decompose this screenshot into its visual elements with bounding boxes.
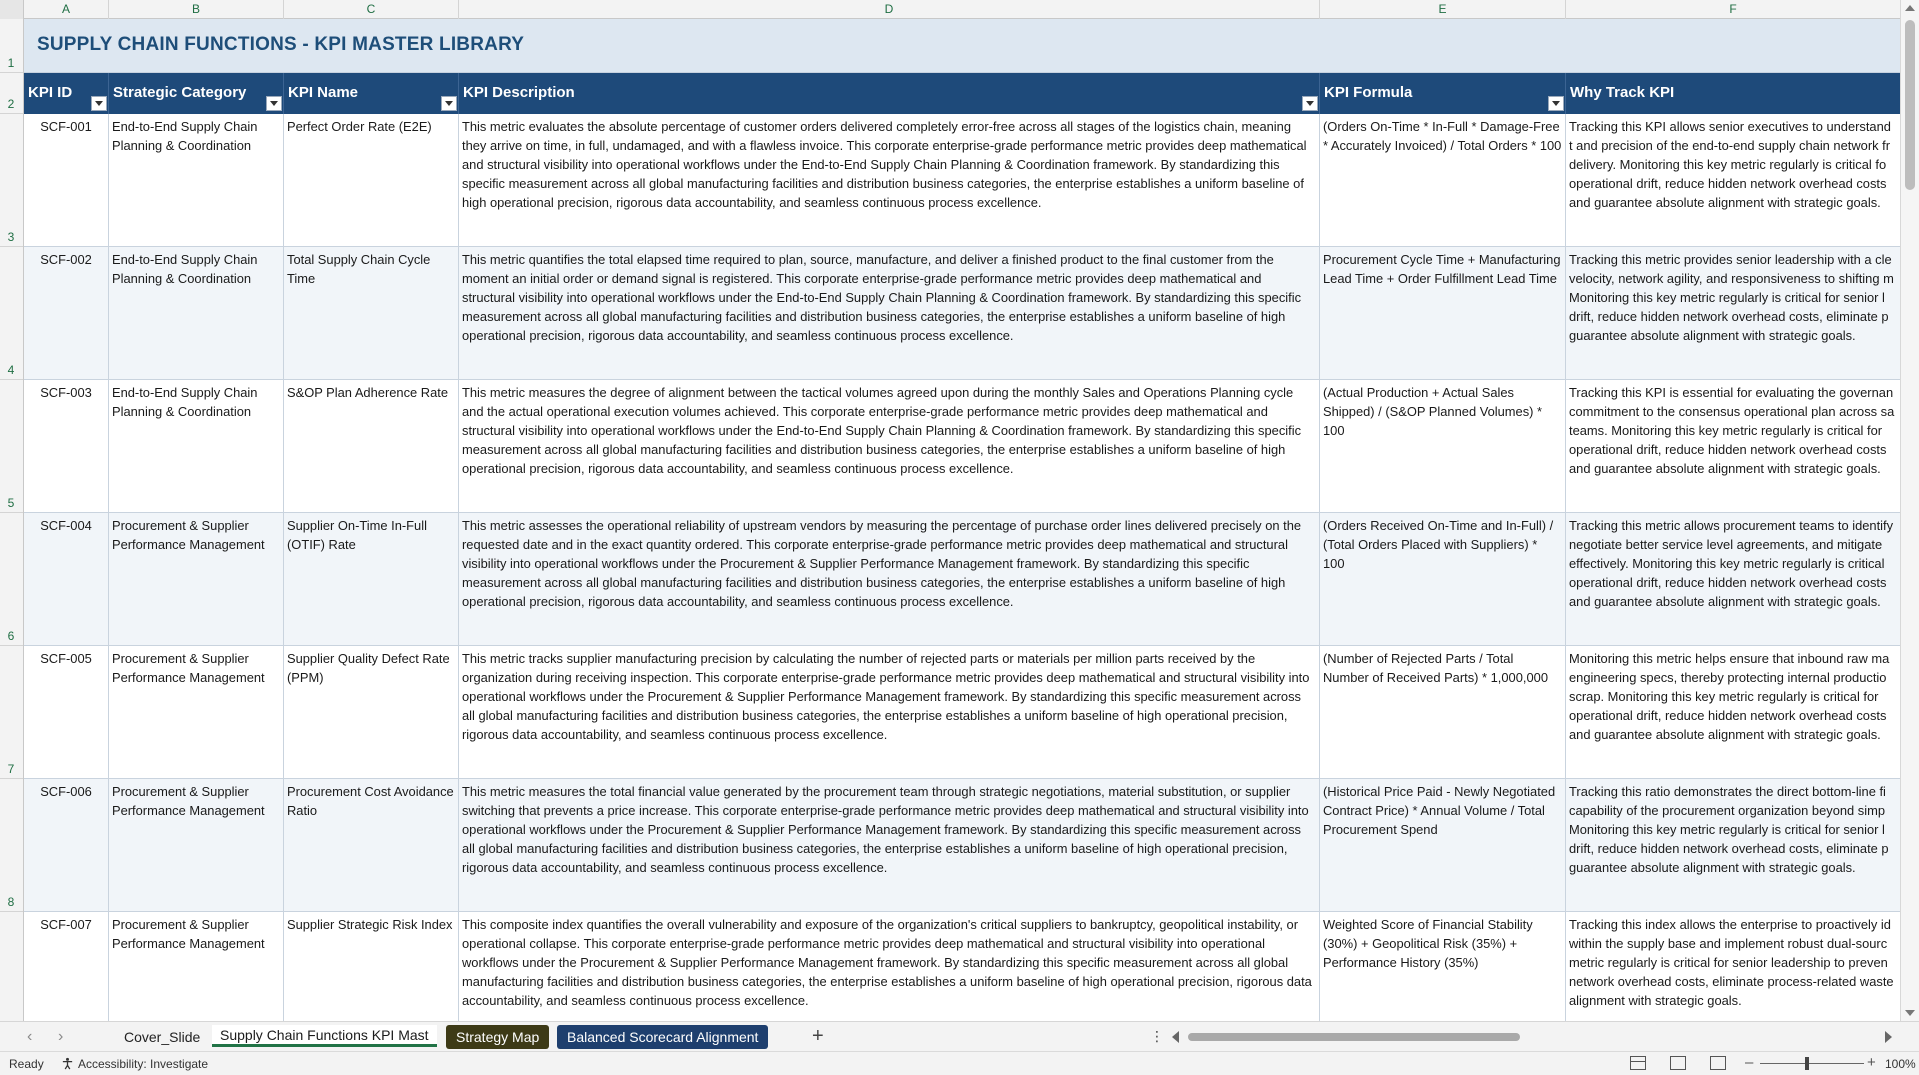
header-kpi-description[interactable] [459, 73, 1320, 114]
header-kpi-formula[interactable] [1320, 73, 1566, 114]
status-ready: Ready [9, 1057, 44, 1071]
row-number: 6 [7, 629, 15, 643]
zoom-slider[interactable] [1760, 1063, 1864, 1064]
row-number: 7 [7, 762, 15, 776]
category-cell[interactable]: Procurement & Supplier Performance Management [109, 646, 284, 779]
add-sheet-button[interactable]: + [812, 1025, 824, 1047]
table-row [24, 247, 1900, 380]
why-track-cell[interactable]: Tracking this metric provides senior leadership with a cle velocity, network agility, and responsiveness to shifting m Monitoring this key metric regularly is critical for senior l drift, reduce hidden network overhead costs, eliminate p guarantee absolute alignment with strategic goals. [1569, 252, 1894, 343]
header-label: KPI Name [288, 84, 359, 101]
table-row [24, 513, 1900, 646]
row-header-3[interactable] [0, 114, 24, 247]
kpi-id-cell[interactable]: SCF-003 [24, 380, 109, 513]
why-track-cell[interactable]: Tracking this metric allows procurement teams to identify negotiate better service level agreements, and mitigate effectively. Monitoring this key metric regularly is critical operational drift, reduce hidden network overhead costs and guarantee absolute alignment with strategic goals. [1569, 518, 1894, 609]
filter-dropdown-icon[interactable] [441, 96, 457, 111]
why-track-cell[interactable]: Tracking this ratio demonstrates the direct bottom-line fi capability of the procurement organization beyond simp Monitoring this key metric regularly is critical for senior l drift, reduce hidden network overhead costs, eliminate p guarantee absolute alignment with strategic goals. [1569, 784, 1889, 875]
scroll-down-arrow-icon[interactable] [1905, 1010, 1915, 1016]
title-row[interactable] [24, 19, 1900, 73]
kpi-id-cell[interactable]: SCF-002 [24, 247, 109, 380]
sheet-title: SUPPLY CHAIN FUNCTIONS - KPI MASTER LIBRARY [37, 34, 525, 55]
page-layout-view-icon[interactable] [1670, 1056, 1686, 1070]
header-label: KPI Description [463, 84, 575, 101]
row-header-6[interactable] [0, 513, 24, 646]
category-cell[interactable]: Procurement & Supplier Performance Management [109, 513, 284, 646]
row-number: 1 [7, 56, 15, 70]
kpi-id-cell[interactable]: SCF-006 [24, 779, 109, 912]
row-header-1[interactable] [0, 19, 24, 73]
description-cell[interactable]: This metric assesses the operational reliability of upstream vendors by measuring the percentage of purchase order lines delivered precisely on the requested date and in the exact quantity ordered. This corporate enterprise-grade performance metric provides deep mathematical and structural visibility into operational workflows under the Procurement & Supplier Performance Management framework. By standardizing this specific measurement across all global manufacturing facilities and distribution business categories, the enterprise establishes a uniform baseline of high operational precision, rigorous data accountability, and seamless continuous process excellence. [459, 513, 1320, 646]
header-strategic-category[interactable] [109, 73, 284, 114]
formula-cell[interactable]: (Orders Received On-Time and In-Full) / (Total Orders Placed with Suppliers) * 100 [1320, 513, 1566, 646]
category-cell[interactable]: Procurement & Supplier Performance Management [109, 779, 284, 912]
category-cell[interactable]: Procurement & Supplier Performance Management [109, 912, 284, 1021]
scroll-up-arrow-icon[interactable] [1905, 5, 1915, 11]
kpi-name-cell[interactable]: Supplier On-Time In-Full (OTIF) Rate [284, 513, 459, 646]
header-label: KPI Formula [1324, 84, 1413, 101]
filter-dropdown-icon[interactable] [1302, 96, 1318, 111]
header-why-track-kpi[interactable] [1566, 73, 1900, 114]
category-cell[interactable]: End-to-End Supply Chain Planning & Coordination [109, 380, 284, 513]
worksheet-grid[interactable] [24, 19, 1900, 1021]
header-kpi-id[interactable] [24, 73, 109, 114]
column-header-e[interactable]: E [1320, 0, 1566, 19]
column-header-d[interactable]: D [459, 0, 1320, 19]
row-number: 8 [7, 895, 15, 909]
horizontal-scroll-thumb[interactable] [1188, 1033, 1520, 1041]
row-header-5[interactable] [0, 380, 24, 513]
description-cell[interactable]: This metric measures the total financial value generated by the procurement team through strategic negotiations, material substitution, or supplier switching that prevents a price increase. This corporate enterprise-grade performance metric provides deep mathematical and structural visibility into operational workflows under the Procurement & Supplier Performance Management framework. By standardizing this specific measurement across all global manufacturing facilities and distribution business categories, the enterprise establishes a uniform baseline of high operational precision, rigorous data accountability, and seamless continuous process excellence. [459, 779, 1320, 912]
accessibility-status[interactable] [61, 1057, 208, 1071]
vertical-scrollbar[interactable] [1900, 0, 1919, 1021]
description-cell[interactable]: This metric measures the degree of alignment between the tactical volumes agreed upon during the monthly Sales and Operations Planning cycle and the actual operational execution volumes achieved. This corporate enterprise-grade performance metric provides deep mathematical and structural visibility into operational workflows under the End-to-End Supply Chain Planning & Coordination framework. By standardizing this specific measurement across all global manufacturing facilities and distribution business categories, the enterprise establishes a uniform baseline of high operational precision, rigorous data accountability, and seamless continuous process excellence. [459, 380, 1320, 513]
row-number: 3 [7, 230, 15, 244]
category-cell[interactable]: End-to-End Supply Chain Planning & Coordination [109, 247, 284, 380]
column-header-f[interactable]: F [1729, 2, 1737, 16]
filter-dropdown-icon[interactable] [91, 96, 107, 111]
formula-cell[interactable]: Weighted Score of Financial Stability (30%) + Geopolitical Risk (35%) + Performance History (35%) [1320, 912, 1566, 1021]
table-row [24, 114, 1900, 247]
status-bar [0, 1051, 1919, 1075]
filter-dropdown-icon[interactable] [1548, 96, 1564, 111]
table-row [24, 646, 1900, 779]
row-header-2[interactable] [0, 73, 24, 114]
table-row [24, 779, 1900, 912]
table-row [24, 380, 1900, 513]
description-cell[interactable]: This metric evaluates the absolute percentage of customer orders delivered completely error-free across all stages of the logistics chain, meaning they arrive on time, in full, undamaged, and with a flawless invoice. This corporate enterprise-grade performance metric provides deep mathematical and structural visibility into operational workflows under the End-to-End Supply Chain Planning & Coordination framework. By standardizing this specific measurement across all global manufacturing facilities and distribution business categories, the enterprise establishes a uniform baseline of high operational precision, rigorous data accountability, and seamless continuous process excellence. [459, 114, 1320, 247]
kpi-name-cell[interactable]: Supplier Strategic Risk Index [284, 912, 459, 1021]
category-cell[interactable]: End-to-End Supply Chain Planning & Coordination [109, 114, 284, 247]
formula-cell[interactable]: (Number of Rejected Parts / Total Number of Received Parts) * 1,000,000 [1320, 646, 1566, 779]
header-label: KPI ID [28, 84, 73, 101]
table-row [24, 912, 1900, 1021]
table-header-row [24, 73, 1900, 114]
description-cell[interactable]: This metric quantifies the total elapsed time required to plan, source, manufacture, and deliver a finished product to the final customer from the moment an initial order or demand signal is registered. This corporate enterprise-grade performance metric provides deep mathematical and structural visibility into operational workflows under the End-to-End Supply Chain Planning & Coordination framework. By standardizing this specific measurement across all global manufacturing facilities and distribution business categories, the enterprise establishes a uniform baseline of high operational precision, rigorous data accountability, and seamless continuous process excellence. [459, 247, 1320, 380]
formula-cell[interactable]: (Actual Production + Actual Sales Shipped) / (S&OP Planned Volumes) * 100 [1320, 380, 1566, 513]
why-track-cell[interactable]: Tracking this index allows the enterprise to proactively id within the supply base and implement robust dual-sourc metric regularly is critical for senior leadership to preven network overhead costs, eliminate process-related waste alignment with strategic goals. [1569, 917, 1894, 1008]
kpi-name-cell[interactable]: Procurement Cost Avoidance Ratio [284, 779, 459, 912]
formula-cell[interactable]: Procurement Cycle Time + Manufacturing Lead Time + Order Fulfillment Lead Time [1320, 247, 1566, 380]
next-sheet-icon[interactable]: › [58, 1028, 64, 1045]
why-track-cell[interactable]: Tracking this KPI is essential for evaluating the governan commitment to the consensus operational plan across sa teams. Monitoring this key metric regularly is critical for operational drift, reduce hidden network overhead costs and guarantee absolute alignment with strategic goals. [1569, 385, 1895, 476]
kpi-name-cell[interactable]: Total Supply Chain Cycle Time [284, 247, 459, 380]
select-all-corner[interactable] [0, 0, 24, 19]
zoom-in-icon[interactable]: + [1867, 1054, 1876, 1071]
column-header-b[interactable]: B [109, 0, 284, 19]
row-number: 4 [7, 363, 15, 377]
scroll-left-arrow-icon[interactable] [1172, 1031, 1179, 1043]
row-number: 2 [7, 97, 15, 111]
zoom-level[interactable]: 100% [1885, 1057, 1916, 1071]
normal-view-icon[interactable] [1630, 1056, 1646, 1070]
filter-dropdown-icon[interactable] [266, 96, 282, 111]
column-header-bar [0, 0, 1900, 19]
accessibility-label: Accessibility: Investigate [78, 1057, 209, 1071]
horizontal-scrollbar[interactable] [1172, 1029, 1892, 1045]
more-options-icon[interactable]: ⋮ [1150, 1028, 1164, 1044]
tab-cover-slide[interactable]: Cover_Slide [124, 1029, 201, 1045]
sheet-tabs-bar [0, 1021, 1919, 1051]
formula-cell[interactable]: (Orders On-Time * In-Full * Damage-Free * Accurately Invoiced) / Total Orders * 100 [1320, 114, 1566, 247]
row-header-7[interactable] [0, 646, 24, 779]
vertical-scroll-thumb[interactable] [1905, 20, 1915, 190]
why-track-cell[interactable]: Monitoring this metric helps ensure that inbound raw ma engineering specs, thereby protecting internal productio scrap. Monitoring this key metric regularly is critical for operational drift, reduce hidden network overhead costs and guarantee absolute alignment with strategic goals. [1569, 651, 1890, 742]
row-header-8[interactable] [0, 779, 24, 912]
row-header-bar [0, 19, 24, 1021]
zoom-slider-handle[interactable] [1805, 1057, 1809, 1070]
kpi-id-cell[interactable]: SCF-001 [24, 114, 109, 247]
header-label: Why Track KPI [1570, 84, 1675, 101]
tab-balanced-scorecard[interactable]: Balanced Scorecard Alignment [557, 1025, 768, 1049]
accessibility-icon [61, 1057, 74, 1070]
scroll-right-arrow-icon[interactable] [1885, 1031, 1892, 1043]
kpi-name-cell[interactable]: S&OP Plan Adherence Rate [284, 380, 459, 513]
tab-supply-chain-kpi[interactable]: Supply Chain Functions KPI Mast [212, 1025, 437, 1047]
previous-sheet-icon[interactable]: ‹ [27, 1028, 33, 1045]
kpi-id-cell[interactable]: SCF-007 [24, 912, 109, 1021]
header-label: Strategic Category [113, 84, 247, 101]
row-header-4[interactable] [0, 247, 24, 380]
page-break-preview-icon[interactable] [1710, 1056, 1726, 1070]
kpi-name-cell[interactable]: Perfect Order Rate (E2E) [284, 114, 459, 247]
header-kpi-name[interactable] [284, 73, 459, 114]
description-cell[interactable]: This metric tracks supplier manufacturing precision by calculating the number of rejected parts or materials per million parts received by the organization during receiving inspection. This corporate enterprise-grade performance metric provides deep mathematical and structural visibility into operational workflows under the Procurement & Supplier Performance Management framework. By standardizing this specific measurement across all global manufacturing facilities and distribution business categories, the enterprise establishes a uniform baseline of high operational precision, rigorous data accountability, and seamless continuous process excellence. [459, 646, 1320, 779]
description-cell[interactable]: This composite index quantifies the overall vulnerability and exposure of the organization's critical suppliers to bankruptcy, geopolitical instability, or operational collapse. This corporate enterprise-grade performance metric provides deep mathematical and structural visibility into operational workflows under the Procurement & Supplier Performance Management framework. By standardizing this specific measurement across all global manufacturing facilities and distribution business categories, the enterprise establishes a uniform baseline of high operational precision, rigorous data accountability, and seamless continuous process excellence. [459, 912, 1320, 1021]
why-track-cell[interactable]: Tracking this KPI allows senior executives to understand t and precision of the end-to-end supply chain network fr delivery. Monitoring this key metric regularly is critical fo operational drift, reduce hidden network overhead costs and guarantee absolute alignment with strategic goals. [1569, 119, 1891, 210]
row-number: 5 [7, 496, 15, 510]
column-header-a[interactable]: A [24, 0, 109, 19]
kpi-id-cell[interactable]: SCF-004 [24, 513, 109, 646]
formula-cell[interactable]: (Historical Price Paid - Newly Negotiated Contract Price) * Annual Volume / Total Procurement Spend [1320, 779, 1566, 912]
column-header-c[interactable]: C [284, 0, 459, 19]
kpi-name-cell[interactable]: Supplier Quality Defect Rate (PPM) [284, 646, 459, 779]
zoom-out-icon[interactable]: – [1745, 1054, 1754, 1071]
tab-strategy-map[interactable]: Strategy Map [446, 1025, 549, 1049]
kpi-id-cell[interactable]: SCF-005 [24, 646, 109, 779]
